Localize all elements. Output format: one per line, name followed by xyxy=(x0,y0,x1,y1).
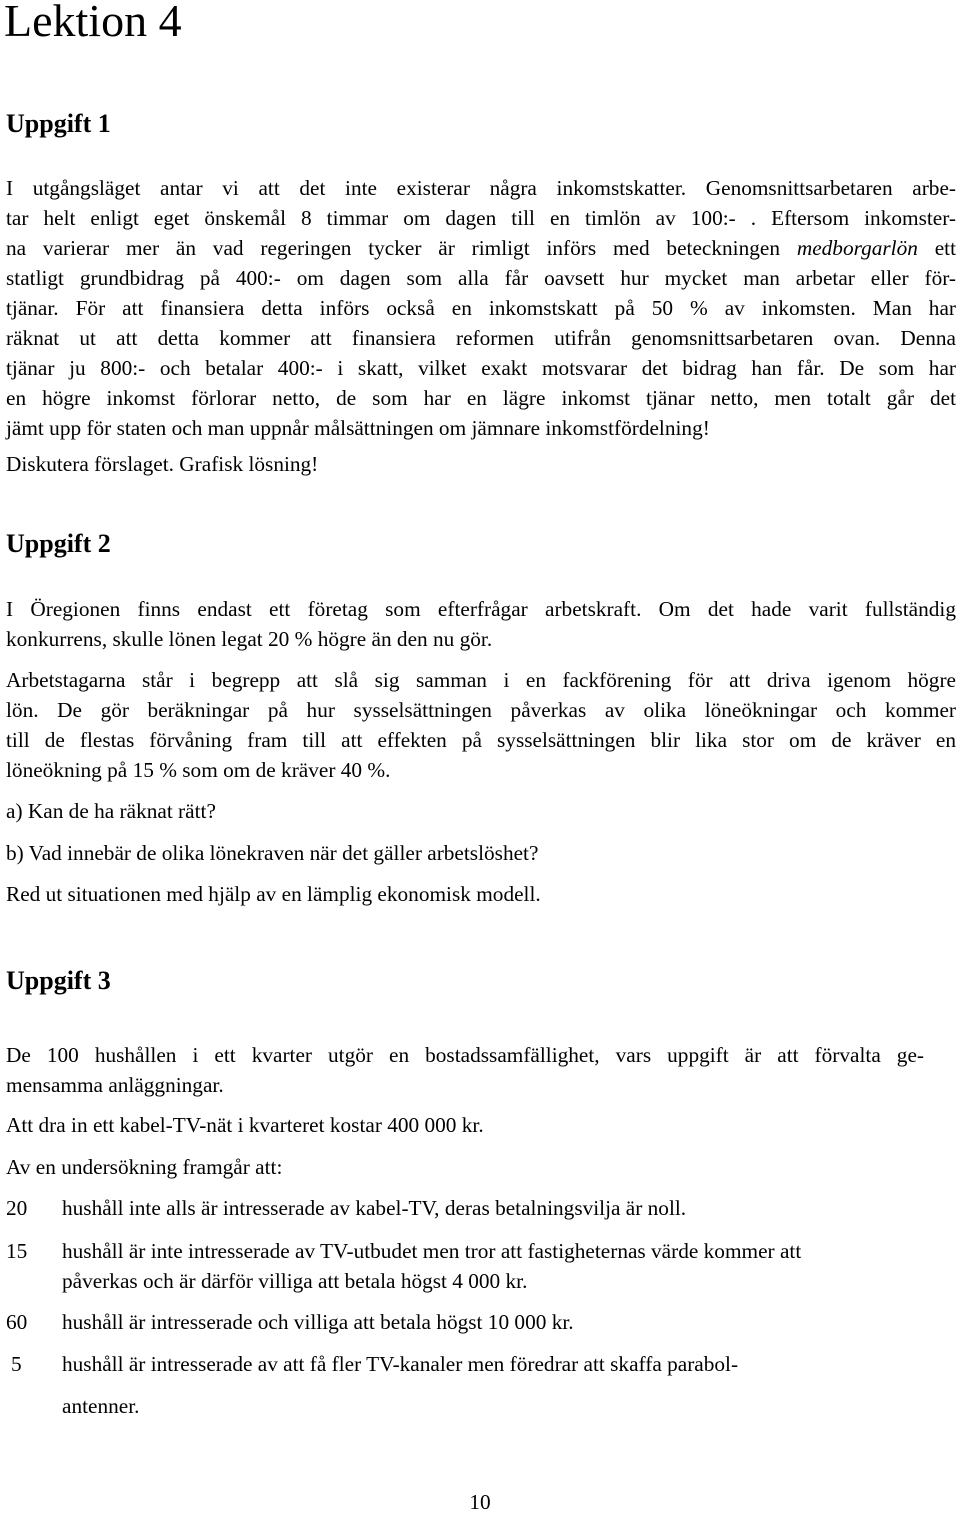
text-line: Arbetstagarna står i begrepp att slå sig samman i en fackförening för att driva igenom högre xyxy=(6,668,956,692)
text-line: hushåll är inte intresserade av TV-utbudet men tror att fastigheternas värde kommer att xyxy=(62,1239,802,1263)
text-line: tjänar. För att finansiera detta införs också en inkomstskatt på 50 % av inkomsten. Man har xyxy=(6,296,956,320)
list-item-count: 5 xyxy=(11,1352,22,1376)
list-item-count: 15 xyxy=(6,1239,28,1263)
text-line: lön. De gör beräkningar på hur sysselsättningen påverkas av olika löneökningar och kommer xyxy=(6,698,956,722)
text-line: jämt upp för staten och man uppnår målsättningen om jämnare inkomstfördelning! xyxy=(6,416,710,440)
text-line: antenner. xyxy=(62,1394,140,1418)
text-line: tar helt enligt eget önskemål 8 timmar om dagen till en timlön av 100:- . Eftersom inkomster- xyxy=(6,206,956,230)
uppgift-3-cost: Att dra in ett kabel-TV-nät i kvarteret kostar 400 000 kr. xyxy=(6,1113,484,1137)
text-line: löneökning på 15 % som om de kräver 40 %. xyxy=(6,758,391,782)
text-line: en högre inkomst förlorar netto, de som har en lägre inkomst tjänar netto, men totalt går det xyxy=(6,386,956,410)
term-medborgarlon: medborgarlön xyxy=(796,236,918,260)
section-heading-uppgift-2: Uppgift 2 xyxy=(6,529,111,558)
text-line: räknat ut att detta kommer att finansiera reformen utifrån genomsnittsarbetaren ovan. Denna xyxy=(6,326,956,350)
question-b: b) Vad innebär de olika lönekraven när det gäller arbetslöshet? xyxy=(6,841,539,865)
text-line: hushåll inte alls är intresserade av kabel-TV, deras betalningsvilja är noll. xyxy=(62,1196,687,1220)
text-line: påverkas och är därför villiga att betala högst 4 000 kr. xyxy=(62,1269,528,1293)
text-line: tjänar ju 800:- och betalar 400:- i skatt, vilket exakt motsvarar det bidrag han får. De som har xyxy=(6,356,956,380)
list-item-count: 20 xyxy=(6,1196,28,1220)
uppgift-2-paragraph-1 xyxy=(6,594,956,654)
text-line: mensamma anläggningar. xyxy=(6,1073,224,1097)
uppgift-3-survey-intro: Av en undersökning framgår att: xyxy=(6,1155,283,1179)
uppgift-1-instruction: Diskutera förslaget. Grafisk lösning! xyxy=(6,452,319,476)
uppgift-2-paragraph-2 xyxy=(6,665,956,785)
list-item xyxy=(62,1236,801,1296)
page-number: 10 xyxy=(469,1490,491,1514)
list-item xyxy=(62,1193,686,1223)
uppgift-2-instruction: Red ut situationen med hjälp av en lämplig ekonomisk modell. xyxy=(6,882,541,906)
list-item xyxy=(62,1349,738,1421)
text-line: De 100 hushållen i ett kvarter utgör en bostadssamfällighet, vars uppgift är att förvalta ge- xyxy=(6,1043,924,1067)
text-segment: ett xyxy=(934,236,957,260)
text-line: statligt grundbidrag på 400:- om dagen som alla får oavsett hur mycket man arbetar eller för- xyxy=(6,266,956,290)
lesson-title: Lektion 4 xyxy=(4,0,182,46)
section-heading-uppgift-3: Uppgift 3 xyxy=(6,966,111,995)
text-line: konkurrens, skulle lönen legat 20 % högre än den nu gör. xyxy=(6,627,493,651)
text-line: hushåll är intresserade av att få fler TV-kanaler men föredrar att skaffa parabol- xyxy=(62,1352,739,1376)
list-item xyxy=(62,1307,574,1337)
uppgift-1-paragraph xyxy=(6,173,956,443)
uppgift-3-paragraph-1 xyxy=(6,1040,924,1100)
text-line xyxy=(6,233,956,263)
list-item-count: 60 xyxy=(6,1310,28,1334)
text-line: hushåll är intresserade och villiga att betala högst 10 000 kr. xyxy=(62,1310,574,1334)
text-line: till de flestas förvåning fram till att effekten på sysselsättningen blir lika stor om de kräver en xyxy=(6,728,956,752)
question-a: a) Kan de ha räknat rätt? xyxy=(6,799,216,823)
text-line: I utgångsläget antar vi att det inte existerar några inkomstskatter. Genomsnittsarbetaren arbe- xyxy=(6,176,956,200)
text-line: I Öregionen finns endast ett företag som efterfrågar arbetskraft. Om det hade varit fullständig xyxy=(6,597,956,621)
section-heading-uppgift-1: Uppgift 1 xyxy=(6,109,111,138)
text-segment: na varierar mer än vad regeringen tycker är rimligt införs med beteckningen xyxy=(6,236,780,260)
